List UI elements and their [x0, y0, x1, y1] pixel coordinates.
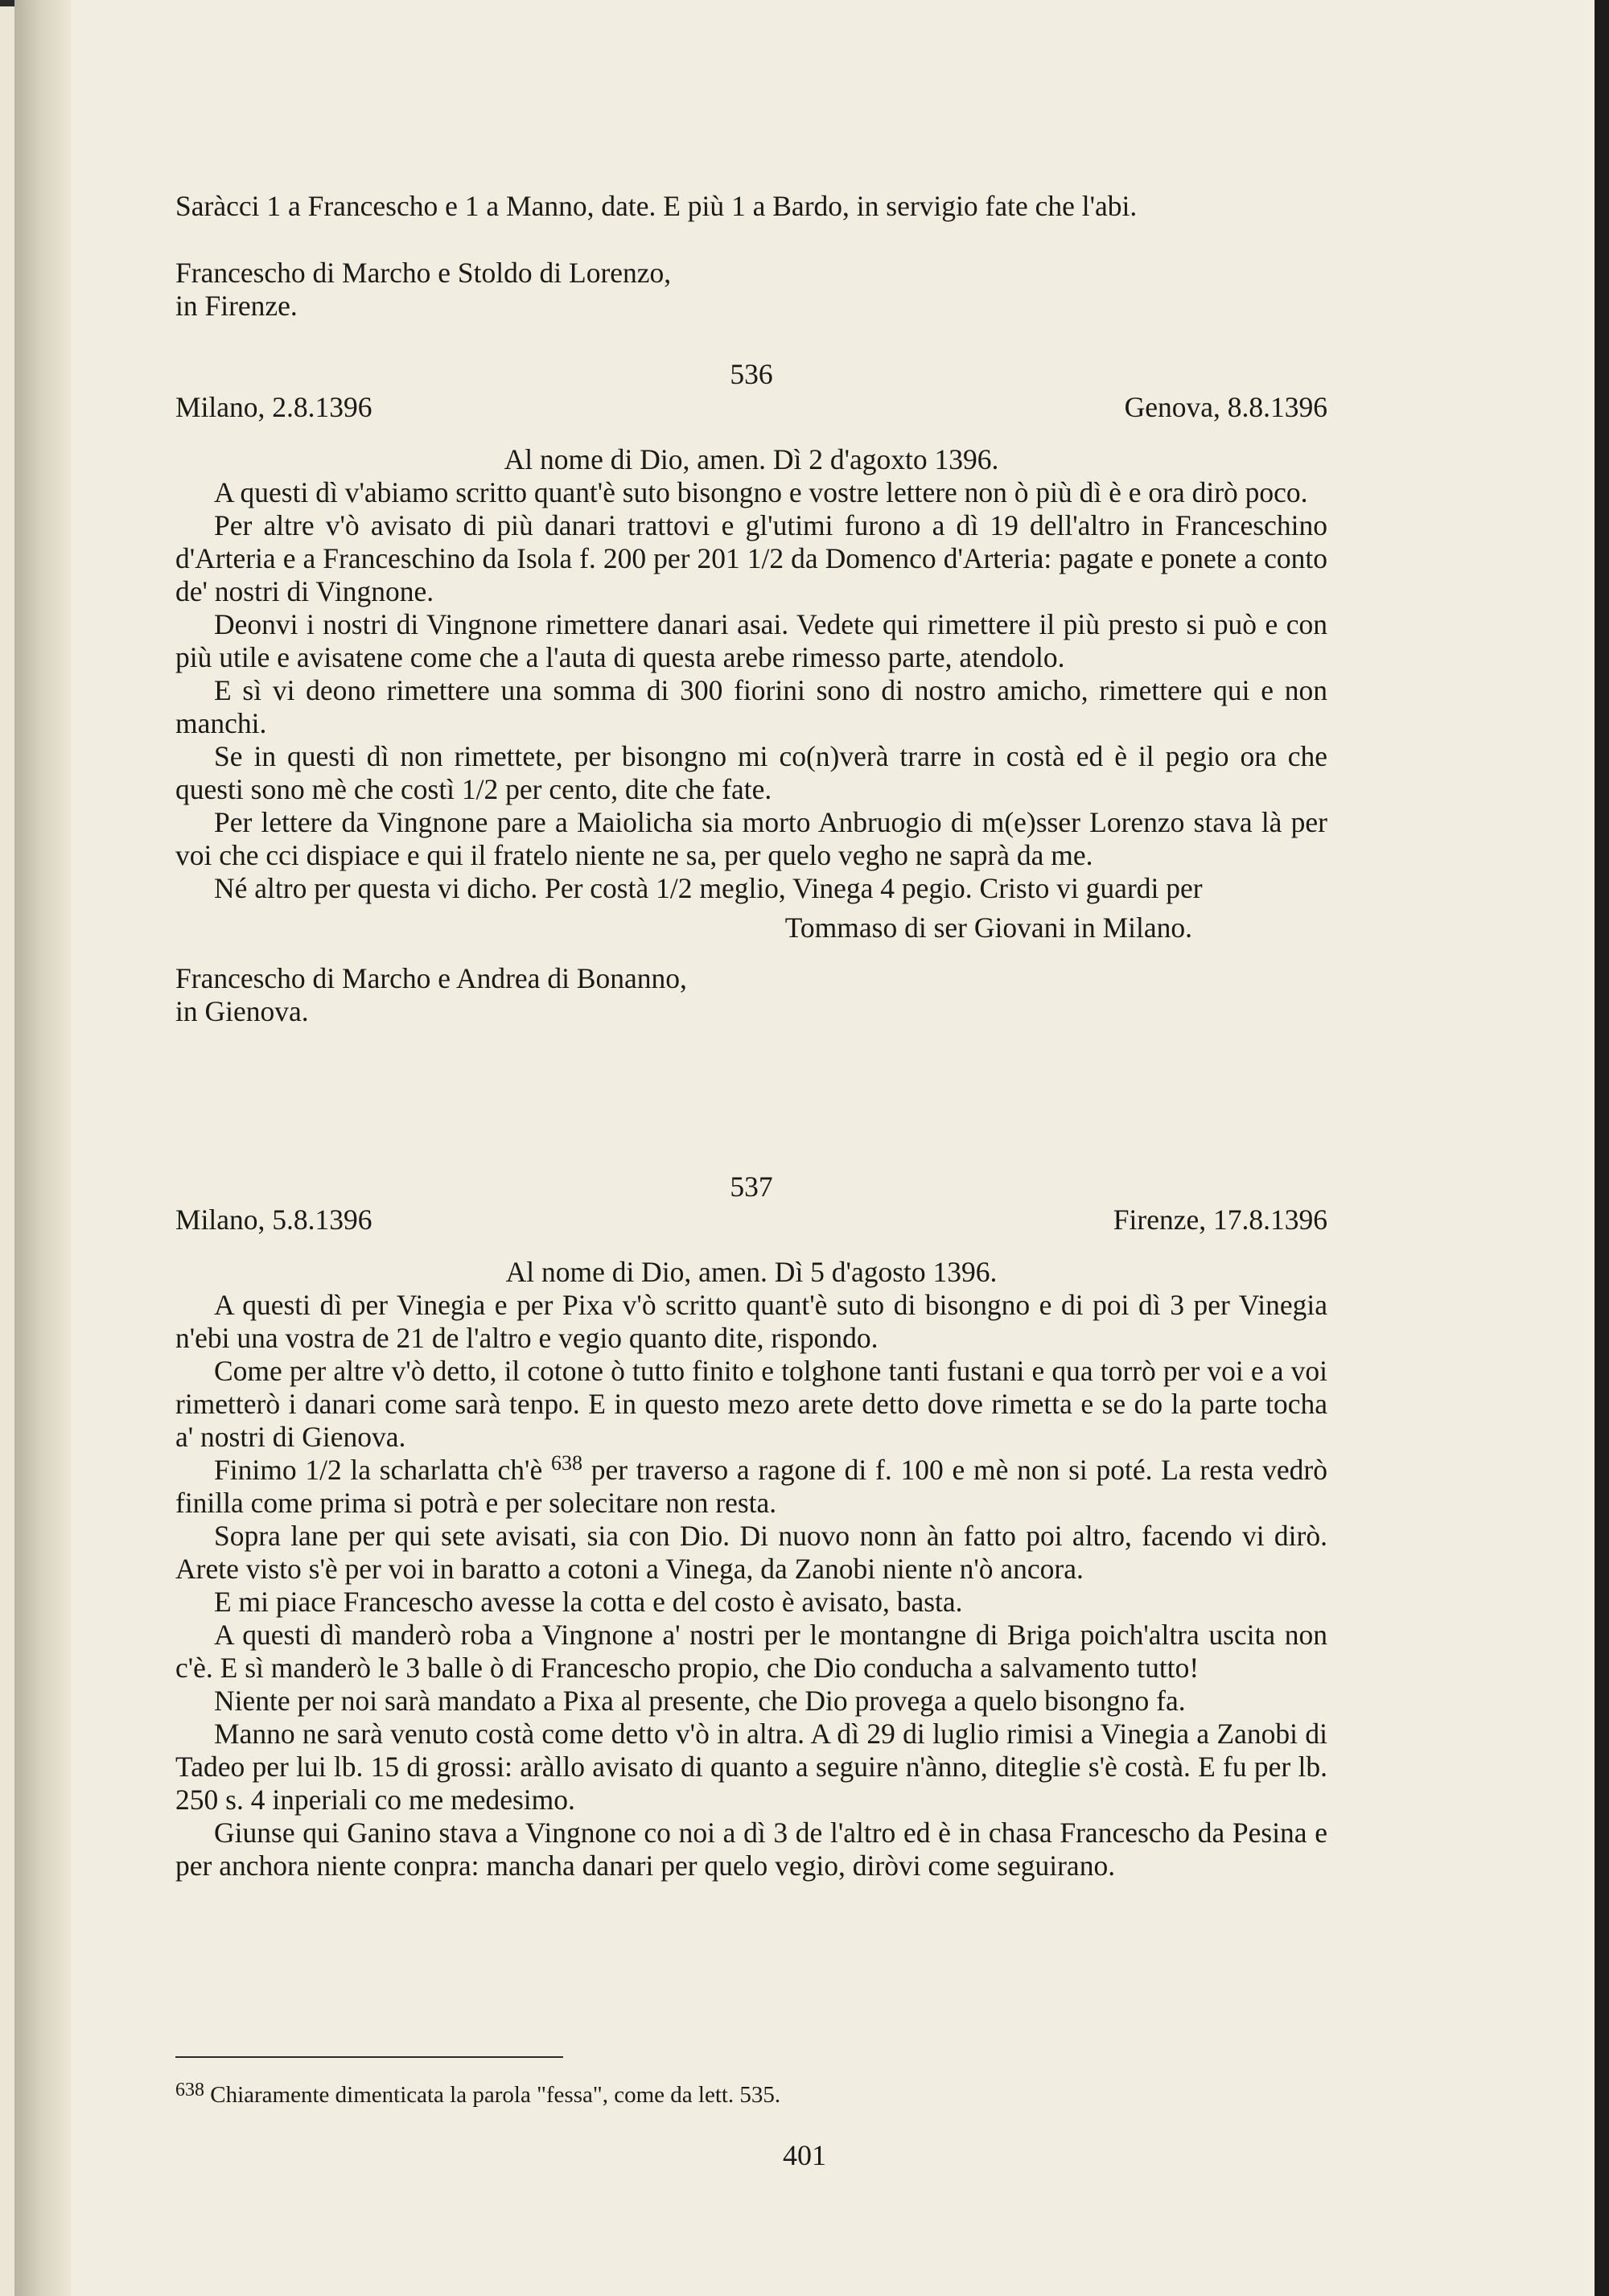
letter-paragraph: Manno ne sarà venuto costà come detto v'ò in altra. A dì 29 di luglio rimisi a Vinegia a Zanobi di Tadeo per lui lb. 15 di grossi: aràllo avisato di quanto a seguire n'ànno, diteglie s'è costà. E fu per lb. 250 s. 4 inperiali co me medesimo. — [175, 1718, 1327, 1816]
address-line: in Firenze. — [175, 290, 298, 322]
letter-paragraph: A questi dì per Vinegia e per Pixa v'ò scritto quant'è suto di bisongno e di poi dì 3 per Vinegia n'ebi una vostra de 21 de l'altro e vegio quanto dite, rispondo. — [175, 1289, 1327, 1354]
paragraph-text: Finimo 1/2 la scharlatta ch'è — [214, 1454, 551, 1486]
letter-paragraph: Giunse qui Ganino stava a Vingnone co noi a dì 3 de l'altro ed è in chasa Francescho da Pesina e per anchora niente conpra: mancha danari per quelo vegio, diròvi come seguirano. — [175, 1817, 1327, 1882]
book-page — [14, 0, 1595, 2296]
letter-paragraph: Per lettere da Vingnone pare a Maiolicha sia morto Anbruogio di m(e)sser Lorenzo stava là per voi che cci dispiace e qui il fratelo niente ne sa, per quelo vegho ne saprà da me. — [175, 806, 1327, 871]
letter-places-row — [175, 391, 1327, 424]
footnote — [175, 2076, 1327, 2109]
destination-place-date: Firenze, 17.8.1396 — [1113, 1204, 1327, 1236]
footnote-marker: 638 — [550, 1451, 582, 1475]
letter-537 — [175, 1171, 1327, 1882]
footnote-divider — [175, 2056, 563, 2058]
footnote-number: 638 — [175, 2080, 204, 2101]
salutation: Al nome di Dio, amen. Dì 2 d'agoxto 1396. — [504, 443, 999, 475]
letter-number: 537 — [730, 1171, 773, 1203]
paragraph-text: per traverso a ragone di f. 100 e mè non si poté. La resta vedrò finilla come prima si potrà e per solecitare non resta. — [175, 1454, 1327, 1519]
letter-paragraph: A questi dì v'abiamo scritto quant'è suto bisongno e vostre lettere non ò più dì è e ora dirò poco. — [214, 476, 1308, 508]
origin-place-date: Milano, 2.8.1396 — [175, 391, 372, 423]
letter-places-row — [175, 1204, 1327, 1236]
letter-paragraph: Né altro per questa vi dicho. Per costà 1/2 meglio, Vinega 4 pegio. Cristo vi guardi per — [214, 872, 1203, 904]
salutation: Al nome di Dio, amen. Dì 5 d'agosto 1396. — [505, 1256, 998, 1288]
signature: Tommaso di ser Giovani in Milano. — [784, 911, 1192, 944]
letter-paragraph: A questi dì manderò roba a Vingnone a' nostri per le montangne di Briga poich'altra uscita non c'è. E sì manderò le 3 balle ò di Francescho propio, che Dio conducha a salvamento tutto! — [175, 1619, 1327, 1684]
letter-paragraph: E sì vi deono rimettere una somma di 300 fiorini sono di nostro amicho, rimettere qui e non manchi. — [175, 674, 1327, 739]
footnote-text: Chiaramente dimenticata la parola "fessa", come da lett. 535. — [204, 2082, 781, 2108]
origin-place-date: Milano, 5.8.1396 — [175, 1204, 372, 1236]
letter-paragraph: E mi piace Francescho avesse la cotta e del costo è avisato, basta. — [214, 1586, 963, 1618]
letter-paragraph: Niente per noi sarà mandato a Pixa al presente, che Dio provega a quelo bisongno fa. — [214, 1685, 1186, 1717]
letter-number-row — [175, 358, 1327, 391]
letter-536 — [175, 358, 1327, 1028]
letter-paragraph: Deonvi i nostri di Vingnone rimettere danari asai. Vedete qui rimettere il più presto si può e con più utile e avisatene come che a l'auta di questa arebe rimesso parte, atendolo. — [175, 608, 1327, 673]
letter-paragraph — [175, 1451, 1327, 1520]
closing-line: Saràcci 1 a Francescho e 1 a Manno, date. E più 1 a Bardo, in servigio fate che l'abi. — [175, 190, 1138, 222]
address-line: Francescho di Marcho e Andrea di Bonanno, — [175, 962, 687, 994]
scan-edge-right — [1595, 0, 1609, 2296]
letter-paragraph: Per altre v'ò avisato di più danari trattovi e gl'utimi furono a dì 19 dell'altro in Franceschino d'Arteria e a Franceschino da Isola f. 200 per 201 1/2 da Domenco d'Arteria: pagate e ponete a conto de' nostri di Vingnone. — [175, 509, 1327, 607]
page-gutter — [14, 0, 71, 2296]
page-number: 401 — [783, 2139, 826, 2171]
letter-paragraph: Se in questi dì non rimettete, per bisongno mi co(n)verà trarre in costà ed è il pegio ora che questi sono mè che costì 1/2 per cento, dite che fate. — [175, 740, 1327, 805]
letter-paragraph: Sopra lane per qui sete avisati, sia con Dio. Di nuovo nonn àn fatto poi altro, facendo vi dirò. Arete visto s'è per voi in baratto a cotoni a Vinega, da Zanobi niente n'ò ancora. — [175, 1520, 1327, 1585]
letter-number-row — [175, 1171, 1327, 1204]
address-line: in Gienova. — [175, 995, 309, 1027]
letter-paragraph: Come per altre v'ò detto, il cotone ò tutto finito e tolghone tanti fustani e qua torrò per voi e a voi rimetterò i danari come sarà tenpo. E in questo mezo arete detto dove rimetta e se do la parte tocha a' nostri di Gienova. — [175, 1355, 1327, 1453]
letter-number: 536 — [730, 358, 773, 390]
previous-letter-end — [175, 190, 1327, 323]
address-line: Francescho di Marcho e Stoldo di Lorenzo, — [175, 257, 672, 289]
destination-place-date: Genova, 8.8.1396 — [1124, 391, 1327, 423]
